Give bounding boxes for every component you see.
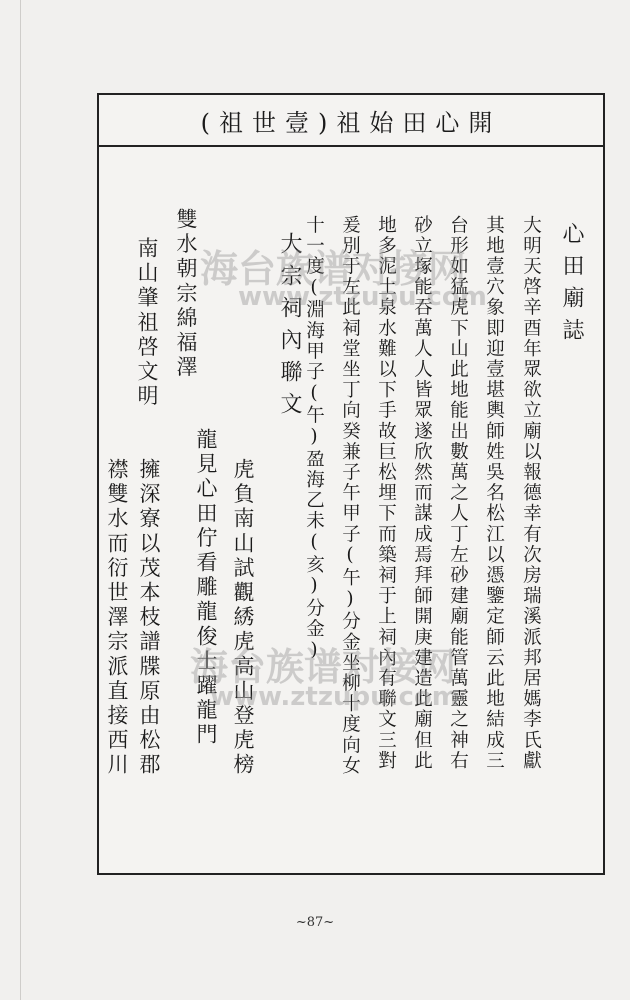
temple-record-column: 爰別于左此祠堂坐丁向癸兼子午甲子(午)分金坐柳十度向女 — [339, 215, 361, 777]
couplet-right-line: 雙水朝宗綿福澤 — [174, 208, 198, 381]
couplets-title: 大宗祠內聯文 — [277, 232, 302, 424]
watermark-url: www.ztzupu.com — [210, 682, 459, 712]
watermark-url: www.ztzupu.com — [238, 282, 487, 312]
watermark-site-name: 海台族谱对接网 — [200, 247, 467, 291]
temple-record-column: 其地壹穴象即迎壹堪輿師姓吳名松江以憑鑒定師云此地結成三 — [483, 215, 505, 772]
temple-record-column: 十一度(淵海甲子(午)盈海乙未(亥)分金) — [303, 215, 325, 663]
couplet-right-line: 南山肇祖啓文明 — [135, 237, 159, 410]
binding-shadow — [20, 0, 21, 1000]
page-title: 開心田始祖(壹世祖) — [200, 108, 502, 137]
couplet-left-line: 襟雙水而衍世澤宗派直接西川 — [105, 458, 129, 778]
temple-record-column: 台形如猛虎下山此地能出數萬之人丁左砂建廟能管萬靈之神右 — [447, 215, 469, 772]
couplet-left-line: 龍見心田佇看雕龍俊士躍龍門 — [194, 428, 218, 748]
temple-record-column: 砂立塚能吞萬人人皆眾遂欣然而謀成焉拜師開庚建造此廟但此 — [411, 215, 433, 772]
temple-record-column: 地多泥土泉水難以下手故巨松埋下而築祠于上祠內有聯文三對 — [375, 215, 397, 772]
watermark-site-name: 海台族谱对接网 — [190, 645, 457, 689]
temple-record-column: 大明天啓辛酉年眾欲立廟以報德幸有次房瑞溪派邦居媽李氏獻 — [520, 215, 542, 772]
couplet-left-line: 擁深寮以茂本枝譜牒原由松郡 — [137, 458, 161, 778]
temple-record-title: 心田廟誌 — [559, 222, 584, 350]
title-bar — [99, 95, 603, 147]
couplet-right-line: 虎負南山試觀綉虎高山登虎榜 — [231, 458, 255, 778]
page-number: ~87~ — [295, 915, 335, 930]
